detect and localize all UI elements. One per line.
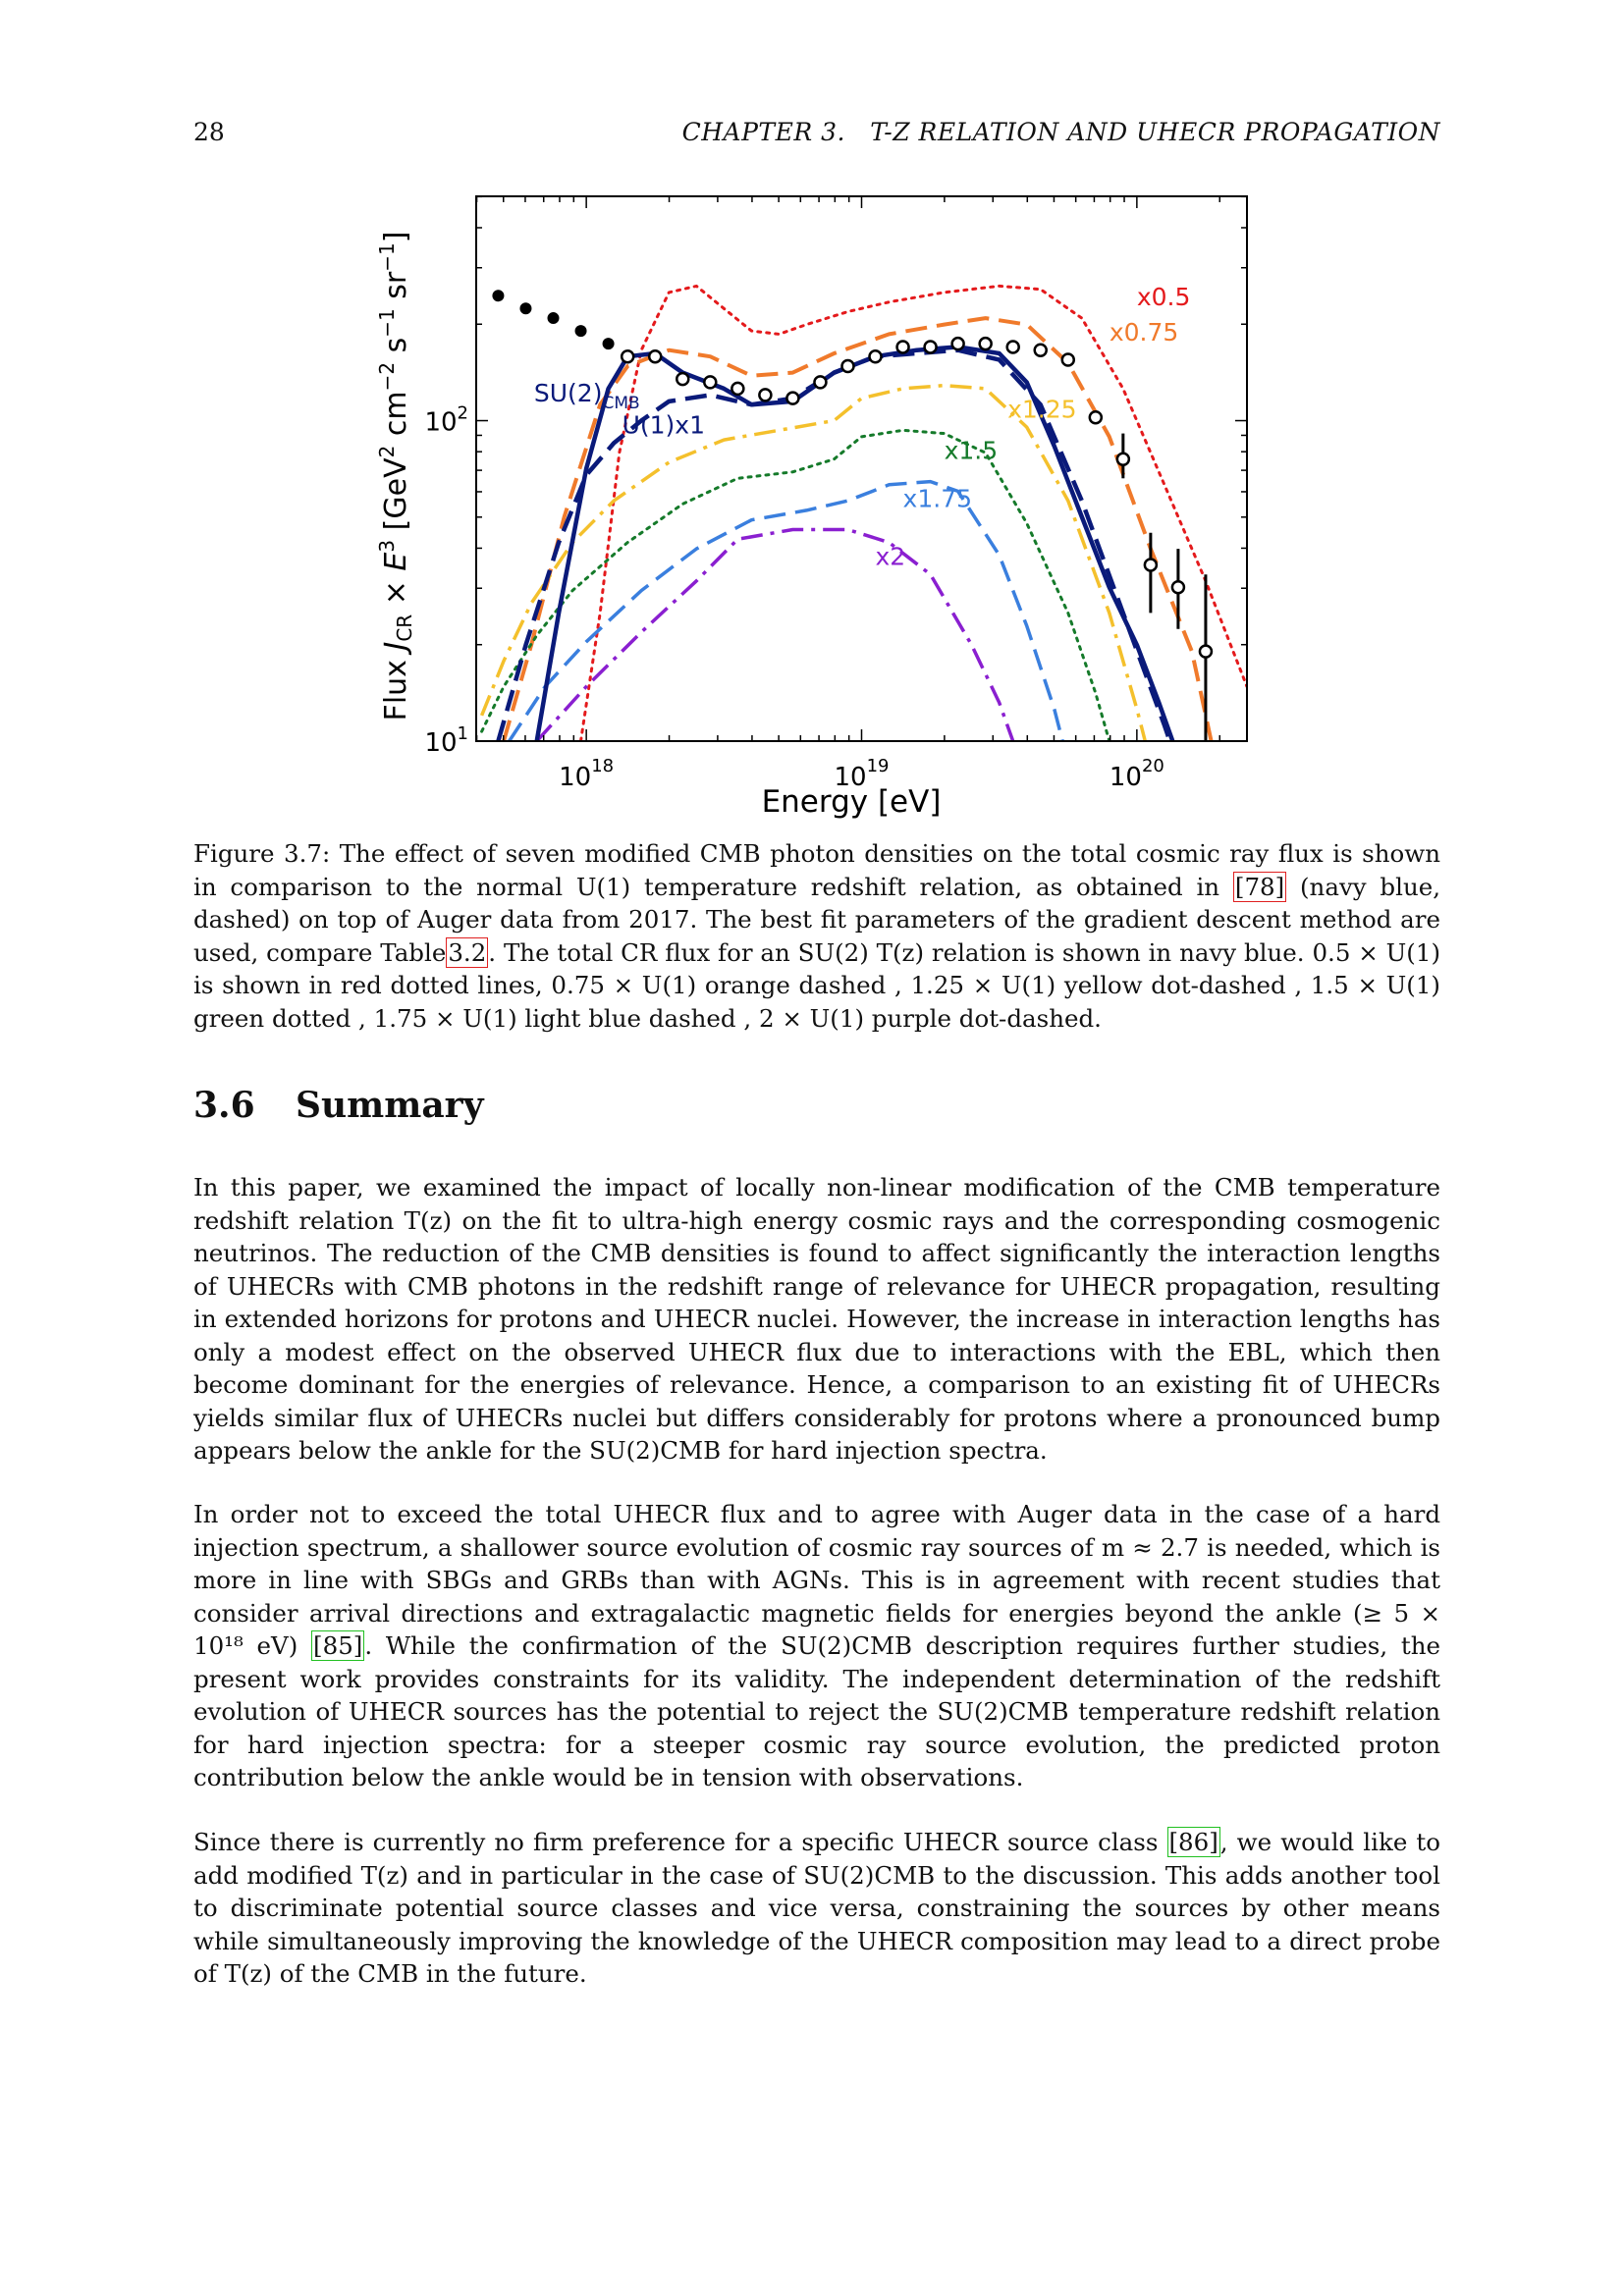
x-tick-label: $10^{20}$ bbox=[1109, 756, 1164, 792]
data-point-open bbox=[925, 341, 937, 352]
paragraph-2-text-a: In order not to exceed the total UHECR flux and to agree with Auger data in the case of a hard injection spectrum, a shallower source evolution of cosmic ray sources of m ≈ 2.7 is needed, which is more in line with SBGs and GRBs than with AGNs. This is in agreement with recent studies that consider arrival directions and extragalactic magnetic fields for energies beyond the ankle (≥ 5 × 10¹⁸ eV) bbox=[193, 1500, 1440, 1660]
data-point-open bbox=[786, 393, 798, 404]
data-point-open bbox=[704, 376, 716, 388]
data-point-open bbox=[841, 360, 853, 372]
series-label-x1-75: x1.75 bbox=[902, 484, 973, 513]
x-axis-label: Energy [eV] bbox=[761, 784, 942, 820]
data-point-open bbox=[759, 389, 771, 400]
data-point-filled bbox=[519, 302, 531, 314]
series-label-su-2-cmb: $SU(2)_{CMB}$ bbox=[533, 378, 640, 413]
y-tick-label: $10^1$ bbox=[424, 723, 468, 758]
running-header: CHAPTER 3. T-Z RELATION AND UHECR PROPAGATION bbox=[681, 118, 1440, 146]
data-point-open bbox=[1172, 581, 1184, 593]
section-title: Summary bbox=[296, 1085, 484, 1126]
data-point-open bbox=[622, 350, 633, 362]
data-point-open bbox=[870, 350, 882, 362]
series-label-u-1-x1: U(1)x1 bbox=[622, 410, 706, 440]
figure-caption bbox=[193, 837, 1440, 1035]
summary-paragraph-1: In this paper, we examined the impact of locally non-linear modification of the CMB temperature redshift relation T(z) on the fit to ultra-high energy cosmic rays and the corresponding cosmogenic neutrinos. The reduction of the CMB densities is found to affect significantly the interaction lengths of UHECRs with CMB photons in the redshift range of relevance for UHECR propagation, resulting in extended horizons for protons and UHECR nuclei. However, the increase in interaction lengths has only a modest effect on the observed UHECR flux due to interactions with the EBL, which then become dominant for the energies of relevance. Hence, a comparison to an existing fit of UHECRs yields similar flux of UHECRs nuclei but differs considerably for protons where a pronounced bump appears below the ankle for the SU(2)CMB for hard injection spectra. bbox=[193, 1173, 1440, 1465]
series-label-x2: x2 bbox=[875, 542, 906, 571]
citation-86[interactable]: [86] bbox=[1168, 1828, 1218, 1856]
series-label-x1-5: x1.5 bbox=[944, 436, 999, 465]
data-point-open bbox=[1145, 559, 1157, 570]
data-point-open bbox=[1062, 354, 1074, 366]
caption-text-1: The effect of seven modified CMB photon densities on the total cosmic ray flux is shown in comparison to the normal U(1) temperature redshift relation, as obtained in bbox=[193, 839, 1440, 901]
citation-78[interactable]: [78] bbox=[1234, 872, 1285, 901]
paragraph-3-text-a: Since there is currently no firm preference for a specific UHECR source class bbox=[193, 1828, 1159, 1856]
data-point-open bbox=[649, 350, 661, 362]
caption-text-3: . The total CR flux for an SU(2) T(z) relation is shown in navy blue. 0.5 × U(1) is shown in red dotted lines, 0.75 × U(1) orange dashed , 1.25 × U(1) yellow dot-dashed , 1.5 × U(1) green dotted , 1.75 × U(1) light blue dashed , 2 × U(1) purple dot-dashed. bbox=[193, 937, 1441, 1033]
series-label-x0-75: x0.75 bbox=[1109, 317, 1179, 347]
data-point-filled bbox=[548, 312, 560, 324]
data-point-open bbox=[897, 341, 909, 352]
chart-series-group bbox=[482, 286, 1247, 741]
x-tick-label: $10^{19}$ bbox=[834, 756, 890, 792]
axis-ticks-group bbox=[424, 196, 1247, 792]
data-point-open bbox=[1090, 411, 1102, 423]
data-point-open bbox=[731, 383, 743, 395]
paragraph-2-text-b: . While the confirmation of the SU(2)CMB description requires further studies, the present work provides constraints for its validity. The independent determination of the redshift evolution of UHECR sources has the potential to reject the SU(2)CMB temperature redshift relation for hard injection spectra: for a steeper cosmic ray source evolution, the predicted proton contribution below the ankle would be in tension with observations. bbox=[193, 1631, 1441, 1791]
data-point-open bbox=[1035, 345, 1047, 356]
data-point-open bbox=[952, 338, 964, 349]
y-tick-label: $10^2$ bbox=[424, 402, 468, 438]
data-point-open bbox=[1117, 454, 1129, 465]
paragraph-3-text-b: , we would like to add modified T(z) and in particular in the case of SU(2)CMB to the discussion. This adds another tool to discriminate potential source classes and vice versa, constraining the sources by other means while simultaneously improving the knowledge of the UHECR composition may lead to a direct probe of T(z) of the CMB in the future. bbox=[193, 1828, 1440, 1988]
summary-paragraph-2 bbox=[193, 1498, 1440, 1794]
caption-label: Figure 3.7: bbox=[193, 839, 331, 868]
series-label-x1-25: x1.25 bbox=[1007, 395, 1077, 424]
data-point-filled bbox=[575, 325, 587, 337]
data-point-filled bbox=[603, 338, 615, 349]
data-point-open bbox=[677, 373, 688, 385]
summary-paragraph-3 bbox=[193, 1826, 1440, 1991]
page-number: 28 bbox=[193, 118, 225, 146]
caption-text-2: (navy blue, dashed) on top of Auger data from 2017. The best fit parameters of the gradient descent method are used, compare Table bbox=[193, 872, 1441, 967]
series-line-x1-5 bbox=[482, 430, 1110, 741]
x-tick-label: $10^{18}$ bbox=[559, 756, 615, 792]
data-point-open bbox=[1007, 341, 1019, 352]
flux-chart bbox=[373, 182, 1267, 829]
series-label-x0-5: x0.5 bbox=[1136, 283, 1191, 311]
table-ref-3-2[interactable]: 3.2 bbox=[448, 937, 487, 967]
data-point-filled bbox=[492, 290, 504, 301]
data-point-open bbox=[1200, 646, 1212, 658]
citation-85[interactable]: [85] bbox=[313, 1631, 363, 1660]
data-point-open bbox=[980, 338, 992, 349]
section-number: 3.6 bbox=[193, 1085, 255, 1126]
section-heading bbox=[193, 1085, 484, 1126]
data-point-open bbox=[814, 376, 826, 388]
y-axis-label: Flux $J_{CR} \times E^3$ [GeV$^2$ $cm^{-2}$ $s^{-1}$ $sr^{-1}$] bbox=[375, 231, 416, 721]
